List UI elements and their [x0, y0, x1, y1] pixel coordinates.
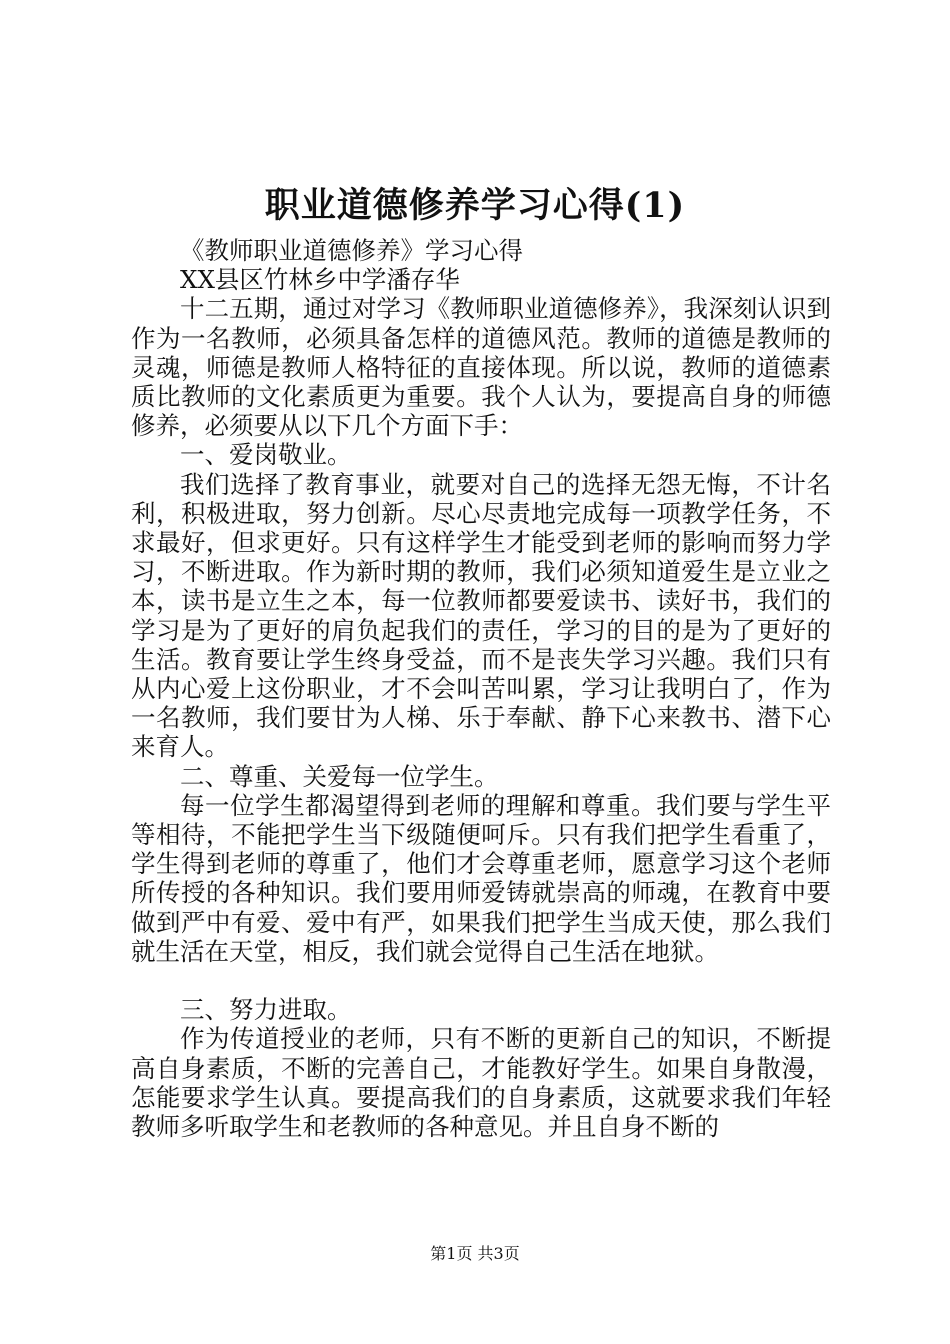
page-number: 第1页 共3页 — [430, 1244, 520, 1263]
section-heading-1: 一、爱岗敬业。 — [180, 440, 352, 470]
paragraph-section-1: 我们选择了教育事业，就要对自己的选择无怨无悔，不计名利，积极进取，努力创新。尽心尽责地完成每一项教学任务，不求最好，但求更好。只有这样学生才能受到老师的影响而努力学习，不断进取。作为新时期的教师，我们必须知道爱生是立业之本，读书是立生之本，每一位教师都要爱读书、读好书，我们的学习是为了更好的肩负起我们的责任，学习的目的是为了更好的生活。教育要让学生终身受益，而不是丧失学习兴趣。我们只有从内心爱上这份职业，才不会叫苦叫累，学习让我明白了，作为一名教师，我们要甘为人梯、乐于奉献、静下心来教书、潜下心来育人。 — [131, 469, 831, 762]
paragraph-author: XX县区竹林乡中学潘存华 — [180, 265, 460, 295]
section-heading-2: 二、尊重、关爱每一位学生。 — [180, 761, 499, 791]
document-title: 职业道德修养学习心得(1) — [264, 185, 686, 226]
paragraph-subtitle: 《教师职业道德修养》学习心得 — [180, 236, 523, 265]
paragraph-section-3: 作为传道授业的老师，只有不断的更新自己的知识，不断提高自身素质，不断的完善自己，才能教好学生。如果自身散漫，怎能要求学生认真。要提高我们的自身素质，这就要求我们年轻教师多听取学生和老教师的各种意见。并且自身不断的 — [131, 1024, 831, 1142]
paragraph-section-2: 每一位学生都渴望得到老师的理解和尊重。我们要与学生平等相待，不能把学生当下级随便呵斥。只有我们把学生看重了，学生得到老师的尊重了，他们才会尊重老师，愿意学习这个老师所传授的各种知识。我们要用师爱铸就崇高的师魂，在教育中要做到严中有爱、爱中有严，如果我们把学生当成天使，那么我们就生活在天堂，相反，我们就会觉得自己生活在地狱。 — [131, 790, 831, 966]
section-heading-3: 三、努力进取。 — [180, 995, 352, 1025]
document-body — [131, 236, 831, 1141]
paragraph-intro: 十二五期，通过对学习《教师职业道德修养》，我深刻认识到作为一名教师，必须具备怎样的道德风范。教师的道德是教师的灵魂，师德是教师人格特征的直接体现。所以说，教师的道德素质比教师的文化素质更为重要。我个人认为，要提高自身的师德修养，必须要从以下几个方面下手： — [131, 294, 831, 441]
